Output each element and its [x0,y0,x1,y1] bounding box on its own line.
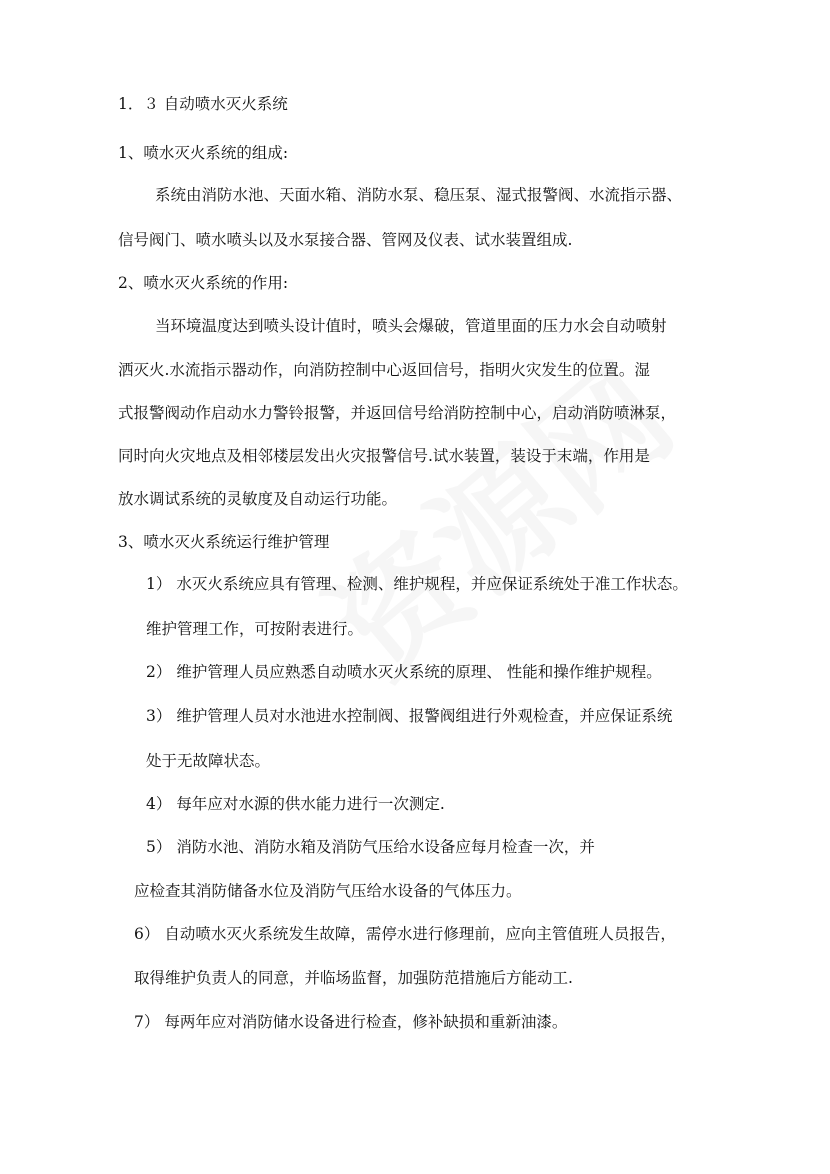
heading-composition: 1、喷水灭火系统的组成: [118,144,289,162]
paragraph-line: 式报警阀动作启动水力警铃报警，并返回信号给消防控制中心，启动消防喷淋泵， [118,404,677,422]
list-item-7 [134,1010,567,1032]
list-item-2 [146,660,662,682]
paragraph-line: 放水调试系统的灵敏度及自动运行功能。 [118,490,398,508]
list-item-3 [146,704,672,726]
item-continuation: 取得维护负责人的同意，并临场监督，加强防范措施后方能动工. [134,969,573,987]
list-item-1 [146,572,688,594]
item-number: 1） [146,575,172,593]
heading-function: 2、喷水灭火系统的作用: [118,274,289,292]
item-text: 消防水池、消防水箱及消防气压给水设备应每月检查一次，并 [176,838,595,856]
item-text: 维护管理人员应熟悉自动喷水灭火系统的原理、 性能和操作维护规程。 [176,663,662,681]
section-title: 1．３ 自动喷水灭火系统 [118,95,288,113]
item-number: 3） [146,707,172,725]
list-item-4 [146,792,445,814]
heading-maintenance: 3、喷水灭火系统运行维护管理 [118,533,330,551]
paragraph-line: 同时向火灾地点及相邻楼层发出火灾报警信号.试水装置，装设于末端，作用是 [118,447,650,465]
list-item-5 [146,835,595,857]
item-continuation: 处于无故障状态。 [146,752,271,770]
item-continuation: 维护管理工作，可按附表进行。 [146,620,364,638]
item-number: 6） [134,925,160,943]
item-text: 维护管理人员对水池进水控制阀、报警阀组进行外观检查，并应保证系统 [176,707,673,725]
list-item-6 [134,922,676,944]
item-text: 自动喷水灭火系统发生故障，需停水进行修理前，应向主管值班人员报告， [164,925,676,943]
item-text: 每两年应对消防储水设备进行检查，修补缺损和重新油漆。 [164,1013,568,1031]
item-number: 2） [146,663,172,681]
paragraph-line: 信号阀门、喷水喷头以及水泵接合器、管网及仪表、试水装置组成. [118,231,573,249]
item-number: 7） [134,1013,160,1031]
item-text: 水灭火系统应具有管理、检测、维护规程，并应保证系统处于准工作状态。 [176,575,688,593]
paragraph-line: 系统由消防水池、天面水箱、消防水泵、稳压泵、湿式报警阀、水流指示器、 [155,186,683,204]
item-text: 每年应对水源的供水能力进行一次测定. [176,795,445,813]
item-number: 5） [146,838,172,856]
paragraph-line: 洒灭火.水流指示器动作，向消防控制中心返回信号，指明火灾发生的位置。湿 [118,361,650,379]
paragraph-line: 当环境温度达到喷头设计值时，喷头会爆破，管道里面的压力水会自动喷射 [155,317,667,335]
item-number: 4） [146,795,172,813]
item-continuation: 应检查其消防储备水位及消防气压给水设备的气体压力。 [134,882,522,900]
